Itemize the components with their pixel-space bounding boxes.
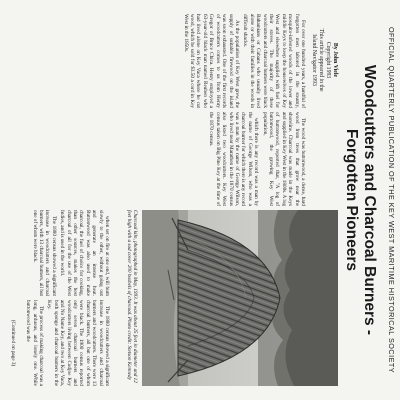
byline-copyright: Copyright 1993 <box>325 41 331 79</box>
photo-caption: Charcoal kiln, photographed in May, 1993. It was about 25 feet in diameter and 12 feet high with a sod cover 200 bushels of charcoal. Photo credit: Stetson Kennedy <box>125 210 138 383</box>
column-paragraph: which there is any record was a man by the name of George Wilson, who was a charcoal burner for which there is any record was a man by the name of George Wilson, who lived near Marathon in the 1870 census also listed two woodcutters. Key West census taken on Big Pine Key at the time of the 1870 census. <box>208 112 260 206</box>
byline-author: By John Viele <box>332 42 338 78</box>
column-paragraph: The 1880 census showed a significant increase in woodcutters and charcoal burners, with 13 charcoal burners, all but one of whom were black. <box>31 210 57 296</box>
column-paragraph: The wood was buttonwood, a dense, hard wood from trees that grow near the shoreline. Charcoal was made in the Keys and supplied in Key West in the 1800s. A log of buttonwood, reported that, "A log of buttonwood, the growing Key West population, <box>261 112 306 206</box>
byline-note-2: Island Navigator 1993 <box>311 34 317 86</box>
column-paragraph: The process of making charcoal was a long, arduous, and lonely one. While buttonwood was the <box>25 300 44 386</box>
article-column-4 <box>10 300 110 386</box>
article-column-3 <box>10 210 110 296</box>
article-title <box>342 14 378 386</box>
column-paragraph: For over one hundred years, a handful of forgotten men labored in the steamy, mosquito-infested woods of the lower and middle Keys to keep the housewives of Key West and elsewhere supplied with fuel for their stoves. The majority of these woodcutters and charcoal burners were black Bahamians or Cubans who usually lived alone or with their families in the woods in difficult shacks. <box>242 14 306 108</box>
title-line-1: Woodcutters and Charcoal Burners - <box>361 64 378 336</box>
article-column-2 <box>10 112 306 206</box>
kiln-photo-illustration <box>142 210 338 386</box>
column-paragraph: when set on fire at one end, will burn slowly to the other, without going out and generate an intense heat. Buttonwood was also used to make charcoal, the fuel of choice for cooking, than other sources, makes the best charcoal of all for the use of the West Indies, and is used in the world. <box>59 210 110 296</box>
byline <box>310 14 338 106</box>
publication-header: OFFICIAL QUARTERLY PUBLICATION OF THE KEY WEST MARITIME HISTORICAL SOCIETY <box>387 26 396 374</box>
column-paragraph: As the population of Key West grew, the supply of suitable firewood on the island was soon exhausted. One of the first records of woodcutters comes to us from Henry Gregor of Bruce Chica. Henry employed a 63-year-old black man named Reuben who had lived alone on Key Vaca where he cut wood, which he sold for $3.50 a cord in Key West in the 1850s. <box>182 14 240 108</box>
charcoal-kiln-photo <box>142 210 338 386</box>
continued-note: (Continued on page 3) <box>10 319 16 367</box>
byline-note-1: This article appeared in the <box>318 28 324 92</box>
article-column-1 <box>10 14 306 108</box>
title-line-2: Forgotten Pioneers <box>343 128 360 272</box>
column-paragraph: The 1880 census showed a significant increase in woodcutters and charcoal burners and woodcutters. There were 13 charcoal burners, all but one of whom were black. The 1900 census reported only seven charcoal burners and woodcutters living between Cudjoe Key and No Name Key, and two at Key Vaca, both sponge and charcoal burners in the Key. <box>46 300 110 386</box>
